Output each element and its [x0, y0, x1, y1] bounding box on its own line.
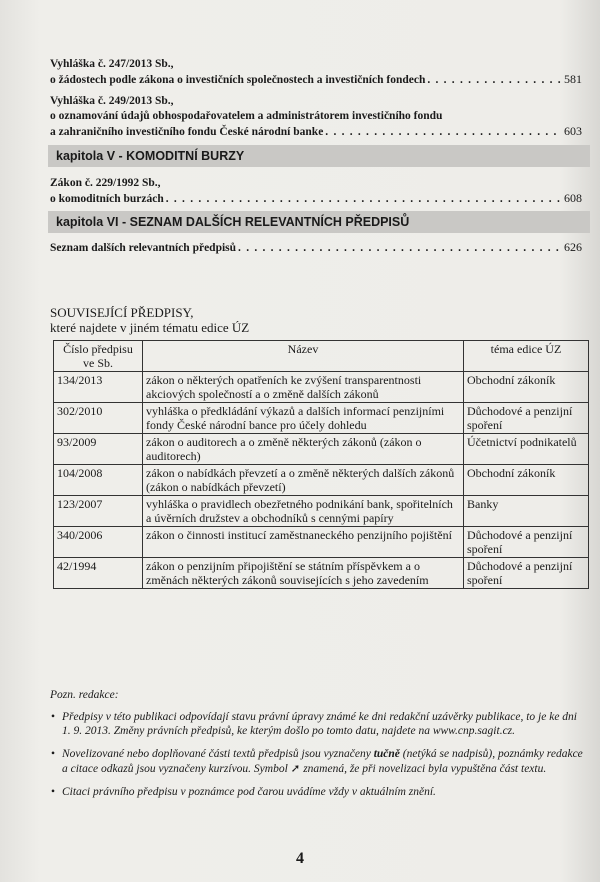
toc-entry — [50, 94, 582, 140]
note-text: Citaci právního předpisu v poznámce pod čarou uvádíme vždy v aktuálním znění. — [62, 786, 436, 798]
cell-name: vyhláška o předkládání výkazů a dalších informací penzijními fondy České národní bance pro účely dohledu — [143, 403, 464, 434]
toc-page-number: 626 — [564, 240, 582, 254]
column-header-name: Název — [143, 341, 464, 372]
cell-name: zákon o auditorech a o změně některých zákonů (zákon o auditorech) — [143, 434, 464, 465]
cell-topic: Důchodové a penzijní spoření — [464, 403, 589, 434]
note-text: znamená, že při novelizaci byla vypuštěna část textu. — [300, 763, 547, 775]
cell-topic: Obchodní zákoník — [464, 465, 589, 496]
note-bold-word: tučně — [373, 748, 400, 760]
leader-dots — [166, 192, 562, 207]
note-item — [50, 747, 588, 776]
related-title: SOUVISEJÍCÍ PŘEDPISY, — [50, 305, 194, 320]
table-row — [54, 403, 589, 434]
cell-name: zákon o penzijním připojištění se státním příspěvkem a o změnách některých zákonů souvisejících s jeho zavedením — [143, 558, 464, 589]
toc-entry-title: Zákon č. 229/1992 Sb., — [50, 177, 161, 189]
column-header-number: Číslo předpisu ve Sb. — [54, 341, 143, 372]
toc-entry-line — [50, 240, 582, 256]
table-row — [54, 527, 589, 558]
table-row — [54, 434, 589, 465]
column-header-topic: téma edice ÚZ — [464, 341, 589, 372]
table-row — [54, 465, 589, 496]
cell-number: 104/2008 — [54, 465, 143, 496]
cell-topic: Účetnictví podnikatelů — [464, 434, 589, 465]
chapter-heading: kapitola VI - SEZNAM DALŠÍCH RELEVANTNÍCH PŘEDPISŮ — [48, 211, 590, 233]
bullet-icon: • — [51, 748, 56, 760]
notes-heading: Pozn. redakce: — [50, 689, 119, 701]
cell-topic: Obchodní zákoník — [464, 372, 589, 403]
cell-number: 93/2009 — [54, 434, 143, 465]
note-text: (netýká se nadpisů), poznámky redakce a citace odkazů jsou vyznačeny kurzívou. Symbol — [62, 748, 583, 775]
toc-page-number: 603 — [564, 124, 582, 138]
toc-entry — [50, 240, 582, 256]
toc-entry-line — [50, 191, 582, 207]
toc-entry-text: o komoditních burzách — [50, 193, 164, 205]
toc-entry-line — [50, 72, 582, 88]
table-header-row — [54, 341, 589, 372]
related-table — [53, 340, 589, 589]
toc-entry-line — [50, 124, 582, 140]
leader-dots — [325, 125, 562, 140]
cell-topic: Důchodové a penzijní spoření — [464, 558, 589, 589]
toc-entry-text: o oznamování údajů obhospodařovatelem a administrátorem investičního fondu — [50, 110, 443, 122]
toc-entry-text: a zahraničního investičního fondu České národní banke — [50, 126, 324, 138]
cell-name: vyhláška o pravidlech obezřetného podnikání bank, spořitelních a úvěrních družstev a obchodníků s cennými papíry — [143, 496, 464, 527]
toc-entry — [50, 176, 582, 207]
table-row — [54, 496, 589, 527]
cell-number: 134/2013 — [54, 372, 143, 403]
toc-entry-title: Vyhláška č. 249/2013 Sb., — [50, 95, 174, 107]
toc-entry-title: Vyhláška č. 247/2013 Sb., — [50, 58, 174, 70]
toc-entry-text: o žádostech podle zákona o investičních společnostech a investičních fondech — [50, 74, 426, 86]
cell-number: 123/2007 — [54, 496, 143, 527]
cell-number: 302/2010 — [54, 403, 143, 434]
cell-name: zákon o nabídkách převzetí a o změně některých dalších zákonů (zákon o nabídkách převzetí) — [143, 465, 464, 496]
cell-number: 340/2006 — [54, 527, 143, 558]
toc-page-number: 581 — [564, 72, 582, 86]
note-text: Novelizované nebo doplňované části textů předpisů jsou vyznačeny — [62, 748, 374, 760]
toc-page-number: 608 — [564, 191, 582, 205]
cell-topic: Banky — [464, 496, 589, 527]
toc-entry-text: Seznam dalších relevantních předpisů — [50, 242, 237, 254]
cell-name: zákon o činnosti institucí zaměstnaneckého penzijního pojištění — [143, 527, 464, 558]
note-item — [50, 785, 588, 799]
chapter-heading: kapitola V - KOMODITNÍ BURZY — [48, 145, 590, 167]
table-row — [54, 558, 589, 589]
note-item — [50, 710, 588, 738]
cell-number: 42/1994 — [54, 558, 143, 589]
editorial-notes — [50, 688, 588, 808]
arrow-symbol-icon: ➚ — [290, 761, 301, 775]
note-text: Předpisy v této publikaci odpovídají stavu právní úpravy známé ke dni redakční uzávěrky publikace, to je ke dni 1. 9. 2013. Změny právních předpisů, ke kterým došlo po tomto datu, najdete na www.cnp.sagit.cz. — [62, 711, 578, 737]
bullet-icon: • — [51, 711, 56, 723]
leader-dots — [238, 241, 562, 256]
related-subtitle: které najdete v jiném tématu edice ÚZ — [50, 320, 250, 335]
page-number: 4 — [296, 850, 304, 867]
cell-name: zákon o některých opatřeních ke zvýšení transparentnosti akciových společností a o změně dalších zákonů — [143, 372, 464, 403]
leader-dots — [427, 73, 562, 88]
toc-entry — [50, 57, 582, 88]
cell-topic: Důchodové a penzijní spoření — [464, 527, 589, 558]
table-row — [54, 372, 589, 403]
bullet-icon: • — [51, 786, 56, 798]
